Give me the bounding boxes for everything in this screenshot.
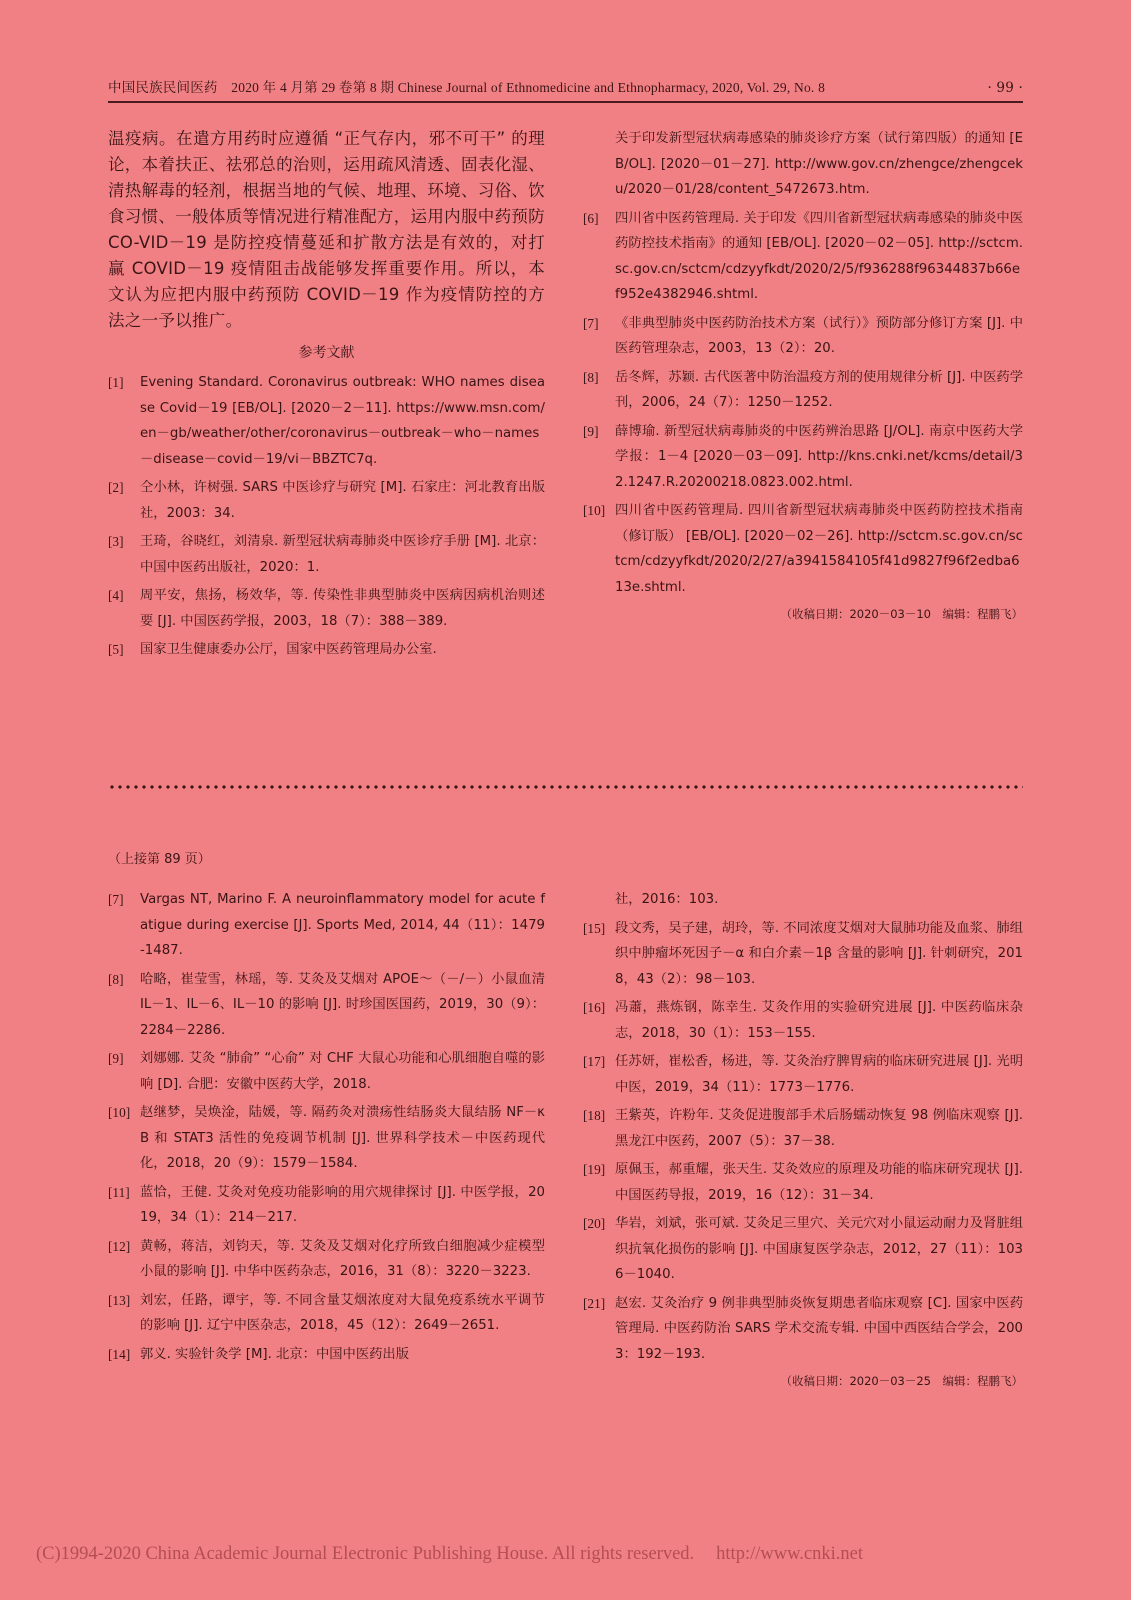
- reference-item: [108, 637, 545, 663]
- reference-text: 关于印发新型冠状病毒感染的肺炎诊疗方案（试行第四版）的通知 [EB/OL]. [2020－01－27]. http://www.gov.cn/zhengce/zhengceku/2020－01/28/content_5472673.htm.: [615, 131, 1023, 197]
- reference-item: [583, 1157, 1023, 1208]
- references-list: [108, 370, 545, 663]
- reference-item: [583, 1049, 1023, 1100]
- reference-text: 仝小林，许树强. SARS 中医诊疗与研究 [M]. 石家庄：河北教育出版社，2003：34.: [140, 480, 545, 521]
- reference-number: [8]: [108, 971, 124, 987]
- bottom-left-column: [108, 887, 545, 1370]
- reference-text: 国家卫生健康委办公厅，国家中医药管理局办公室.: [140, 642, 437, 657]
- reference-continued: [583, 126, 1023, 203]
- reference-text: 王琦，谷晓红，刘清泉. 新型冠状病毒肺炎中医诊疗手册 [M]. 北京：中国中医药出版社，2020：1.: [140, 534, 545, 575]
- reference-number: [11]: [108, 1184, 130, 1200]
- reference-text: Evening Standard. Coronavirus outbreak: WHO names disease Covid－19 [EB/OL]. [2020－2－11]. https://www.msn.com/en－gb/weather/other/coronavirus－outbreak－who－names－disease－covid－19/vi－BBZTC7q.: [140, 375, 545, 467]
- reference-item: [108, 583, 545, 634]
- reference-text: 赵继梦，吴焕淦，陆媛，等. 隔药灸对溃疡性结肠炎大鼠结肠 NF－κB 和 STAT3 活性的免疫调节机制 [J]. 世界科学技术－中医药现代化，2018，20（9）：1579－1584.: [140, 1105, 545, 1171]
- reference-text: 任苏妍，崔松香，杨进，等. 艾灸治疗脾胃病的临床研究进展 [J]. 光明中医，2019，34（11）：1773－1776.: [615, 1054, 1023, 1095]
- reference-text: 周平安，焦扬，杨效华，等. 传染性非典型肺炎中医病因病机治则述要 [J]. 中国医药学报，2003，18（7）：388－389.: [140, 588, 545, 629]
- reference-text: 岳冬辉，苏颖. 古代医著中防治温疫方剂的使用规律分析 [J]. 中医药学刊，2006，24（7）：1250－1252.: [615, 369, 1023, 410]
- reference-number: [10]: [108, 1105, 131, 1120]
- reference-text: 四川省中医药管理局. 四川省新型冠状病毒肺炎中医药防控技术指南（修订版） [EB/OL]. [2020－02－26]. http://sctcm.sc.gov.cn/sctcm/cdzyyfkdt/2020/2/27/a3941584105f41d9827f96f2edba613e.shtml.: [615, 503, 1023, 595]
- reference-item: [108, 1234, 545, 1285]
- reference-number: [2]: [108, 480, 124, 495]
- reference-number: [4]: [108, 588, 124, 603]
- reference-number: [9]: [108, 1051, 124, 1066]
- page-number: · 99 ·: [987, 80, 1023, 96]
- reference-number: [14]: [108, 1346, 131, 1362]
- reference-number: [8]: [583, 369, 599, 385]
- reference-text: Vargas NT, Marino F. A neuroinflammatory model for acute fatigue during exercise [J]. Sports Med, 2014, 44（11）：1479-1487.: [140, 892, 545, 958]
- reference-item: [583, 498, 1023, 600]
- reference-number: [15]: [583, 920, 606, 936]
- reference-item: [583, 311, 1023, 362]
- reference-number: [6]: [583, 210, 599, 226]
- body-paragraph: 温疫病。在遣方用药时应遵循 “正气存内，邪不可干” 的理论，本着扶正、祛邪总的治则，运用疏风清透、固表化湿、清热解毒的轻剂，根据当地的气候、地理、环境、习俗、饮食习惯、一般体质等情况进行精准配方，运用内服中药预防 CO-VID－19 是防控疫情蔓延和扩散方法是有效的，对打赢 COVID－19 疫情阻击战能够发挥重要作用。所以，本文认为应把内服中药预防 COVID－19 作为疫情防控的方法之一予以推广。: [108, 129, 545, 330]
- reference-text: 社，2016：103.: [615, 892, 719, 907]
- reference-item: [108, 1100, 545, 1177]
- reference-item: [583, 365, 1023, 416]
- reference-item: [108, 1180, 545, 1231]
- reference-number: [19]: [583, 1162, 606, 1177]
- reference-item: [583, 419, 1023, 496]
- reference-continued: [583, 887, 1023, 913]
- copyright-text: (C)1994-2020 China Academic Journal Electronic Publishing House. All rights reserved.: [36, 1544, 695, 1564]
- reference-text: 段文秀，吴子建，胡玲，等. 不同浓度艾烟对大鼠肺功能及血浆、肺组织中肿瘤坏死因子－α 和白介素－1β 含量的影响 [J]. 针刺研究，2018，43（2）：98－103.: [615, 920, 1023, 987]
- reference-number: [20]: [583, 1216, 606, 1231]
- reference-text: 刘娜娜. 艾灸 “肺俞” “心俞” 对 CHF 大鼠心功能和心肌细胞自噬的影响 [D]. 合肥：安徽中医药大学，2018.: [140, 1051, 545, 1092]
- bottom-right-column: [583, 887, 1023, 1389]
- article-divider: [108, 784, 1023, 790]
- top-left-column: [108, 126, 545, 666]
- reference-number: [12]: [108, 1238, 131, 1254]
- reference-number: [16]: [583, 1000, 606, 1015]
- reference-number: [21]: [583, 1295, 606, 1311]
- header-rule: [108, 101, 1023, 103]
- reference-text: 哈略，崔莹雪，林瑶，等. 艾灸及艾烟对 APOE～（－/－）小鼠血清 IL－1、IL－6、IL－10 的影响 [J]. 时珍国医国药，2019，30（9）：2284－2286.: [140, 971, 545, 1038]
- reference-number: [18]: [583, 1108, 606, 1123]
- reference-text: 黄畅，蒋洁，刘钧天，等. 艾灸及艾烟对化疗所致白细胞减少症模型小鼠的影响 [J]. 中华中医药杂志，2016，31（8）：3220－3223.: [140, 1238, 545, 1279]
- reference-item: [108, 1342, 545, 1368]
- reference-number: [7]: [108, 892, 124, 907]
- reference-item: [108, 1046, 545, 1097]
- reference-item: [583, 1211, 1023, 1288]
- top-right-column: [583, 126, 1023, 622]
- references-heading: 参考文献: [298, 345, 355, 361]
- continued-note: （上接第 89 页）: [108, 852, 211, 867]
- reference-number: [1]: [108, 375, 124, 390]
- reference-item: [108, 370, 545, 472]
- reference-item: [108, 887, 545, 964]
- reference-number: [5]: [108, 642, 124, 657]
- reference-text: 郭义. 实验针灸学 [M]. 北京：中国中医药出版: [140, 1346, 410, 1362]
- reference-number: [13]: [108, 1292, 131, 1308]
- reference-item: [108, 1288, 545, 1339]
- reference-text: 刘宏，任路，谭宇，等. 不同含量艾烟浓度对大鼠免疫系统水平调节的影响 [J]. 辽宁中医杂志，2018，45（12）：2649－2651.: [140, 1292, 545, 1333]
- reference-number: [17]: [583, 1054, 606, 1069]
- reference-item: [583, 995, 1023, 1046]
- reference-number: [7]: [583, 315, 599, 331]
- reference-text: 王紫英，许粉年. 艾灸促进腹部手术后肠蠕动恢复 98 例临床观察 [J]. 黑龙江中医药，2007（5）：37－38.: [615, 1108, 1023, 1149]
- reference-text: 冯蕭，燕炼钢，陈幸生. 艾灸作用的实验研究进展 [J]. 中医药临床杂志，2018，30（1）：153－155.: [615, 1000, 1023, 1041]
- reference-number: [3]: [108, 534, 124, 549]
- received-date: （收稿日期：2020－03－25 编辑：程鹏飞）: [780, 1374, 1023, 1388]
- reference-item: [583, 916, 1023, 993]
- reference-text: 原佩玉，郝重耀，张天生. 艾灸效应的原理及功能的临床研究现状 [J]. 中国医药导报，2019，16（12）：31－34.: [615, 1162, 1023, 1203]
- reference-text: 《非典型肺炎中医药防治技术方案（试行）》预防部分修订方案 [J]. 中医药管理杂志，2003，13（2）：20.: [615, 315, 1023, 356]
- reference-text: 赵宏. 艾灸治疗 9 例非典型肺炎恢复期患者临床观察 [C]. 国家中医药管理局. 中医药防治 SARS 学术交流专辑. 中国中西医结合学会，2003：192－193.: [615, 1295, 1023, 1362]
- reference-text: 薛博瑜. 新型冠状病毒肺炎的中医药辨治思路 [J/OL]. 南京中医药大学学报：1－4 [2020－03－09]. http://kns.cnki.net/kcms/detail/32.1247.R.20200218.0823.002.html.: [615, 423, 1023, 490]
- reference-item: [108, 967, 545, 1044]
- reference-text: 蓝恰，王健. 艾灸对免疫功能影响的用穴规律探讨 [J]. 中医学报，2019，34（1）：214－217.: [140, 1184, 545, 1225]
- reference-text: 华岩，刘斌，张可斌. 艾灸足三里穴、关元穴对小鼠运动耐力及肾脏组织抗氧化损伤的影响 [J]. 中国康复医学杂志，2012，27（11）：1036－1040.: [615, 1216, 1023, 1282]
- reference-number: [10]: [583, 503, 606, 518]
- reference-item: [108, 475, 545, 526]
- cnki-url[interactable]: http://www.cnki.net: [716, 1544, 863, 1564]
- reference-item: [583, 1103, 1023, 1154]
- reference-item: [583, 1291, 1023, 1368]
- reference-item: [108, 529, 545, 580]
- running-header: [108, 76, 1023, 96]
- reference-number: [9]: [583, 423, 599, 439]
- reference-text: 四川省中医药管理局. 关于印发《四川省新型冠状病毒感染的肺炎中医药防控技术指南》的通知 [EB/OL]. [2020－02－05]. http://sctcm.sc.gov.cn/sctcm/cdzyyfkdt/2020/2/5/f936288f96344837b66ef952e4382946.shtml.: [615, 210, 1023, 302]
- copyright-footer: [36, 1544, 1096, 1565]
- journal-info: 中国民族民间医药 2020 年 4 月第 29 卷第 8 期 Chinese Journal of Ethnomedicine and Ethnopharmacy, 2020, Vol. 29, No. 8: [108, 80, 826, 95]
- reference-item: [583, 206, 1023, 308]
- received-date: （收稿日期：2020－03－10 编辑：程鹏飞）: [780, 607, 1023, 621]
